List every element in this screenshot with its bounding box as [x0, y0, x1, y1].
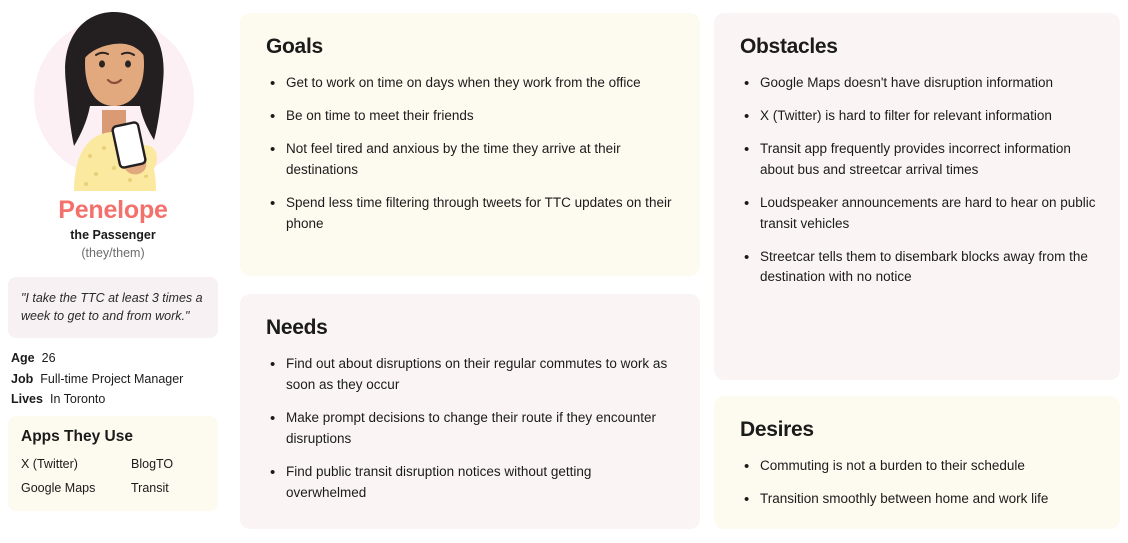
- persona-role: the Passenger: [70, 228, 156, 242]
- app-item: BlogTO: [131, 456, 174, 471]
- persona-quote-box: [8, 277, 218, 338]
- list-item: • Loudspeaker announcements are hard to hear on public transit vehicles: [757, 193, 1096, 235]
- fact-value-lives: In Toronto: [49, 392, 106, 407]
- obstacles-list: [740, 73, 1096, 288]
- fact-value-age: 26: [41, 351, 56, 366]
- fact-value-job: Full-time Project Manager: [40, 371, 184, 386]
- fact-label-lives: Lives: [11, 392, 43, 407]
- list-item: • Find out about disruptions on their regular commutes to work as soon as they occur: [283, 354, 674, 396]
- fact-label-age: Age: [11, 351, 35, 366]
- needs-card: [240, 294, 700, 529]
- goals-list: [266, 73, 674, 235]
- desires-list: [740, 456, 1096, 510]
- avatar-illustration: [30, 6, 200, 191]
- avatar: [8, 6, 218, 194]
- desires-card: [714, 396, 1120, 529]
- obstacles-title: Obstacles: [740, 35, 838, 58]
- list-item: • Commuting is not a burden to their schedule: [757, 456, 1096, 477]
- apps-they-use-box: [8, 416, 218, 511]
- app-item: Google Maps: [21, 480, 96, 495]
- list-item: • Spend less time filtering through tweets for TTC updates on their phone: [283, 193, 674, 235]
- desires-title: Desires: [740, 418, 814, 441]
- fact-row: [11, 373, 218, 386]
- persona-name: Penelope: [58, 196, 168, 224]
- obstacles-card: [714, 13, 1120, 380]
- list-item: • Get to work on time on days when they work from the office: [283, 73, 674, 94]
- needs-list: [266, 354, 674, 504]
- list-item: • Make prompt decisions to change their route if they encounter disruptions: [283, 408, 674, 450]
- needs-title: Needs: [266, 316, 328, 339]
- app-item: X (Twitter): [21, 456, 78, 471]
- persona-facts: [8, 352, 218, 406]
- goals-card: [240, 13, 700, 276]
- list-item: • X (Twitter) is hard to filter for relevant information: [757, 106, 1096, 127]
- list-item: • Transition smoothly between home and work life: [757, 489, 1096, 510]
- list-item: • Transit app frequently provides incorrect information about bus and streetcar arrival times: [757, 139, 1096, 181]
- persona-sidebar: [8, 6, 218, 511]
- fact-label-job: Job: [11, 371, 34, 386]
- fact-row: [11, 393, 218, 406]
- apps-list: [21, 457, 205, 495]
- list-item: • Not feel tired and anxious by the time they arrive at their destinations: [283, 139, 674, 181]
- apps-they-use-title: Apps They Use: [21, 427, 133, 445]
- list-item: • Find public transit disruption notices without getting overwhelmed: [283, 462, 674, 504]
- list-item: • Google Maps doesn't have disruption information: [757, 73, 1096, 94]
- list-item: • Be on time to meet their friends: [283, 106, 674, 127]
- fact-row: [11, 352, 218, 365]
- persona-quote: "I take the TTC at least 3 times a week to get to and from work.": [21, 291, 203, 324]
- app-item: Transit: [131, 480, 169, 495]
- list-item: • Streetcar tells them to disembark blocks away from the destination with no notice: [757, 247, 1096, 289]
- persona-pronouns: (they/them): [81, 246, 145, 260]
- goals-title: Goals: [266, 35, 323, 58]
